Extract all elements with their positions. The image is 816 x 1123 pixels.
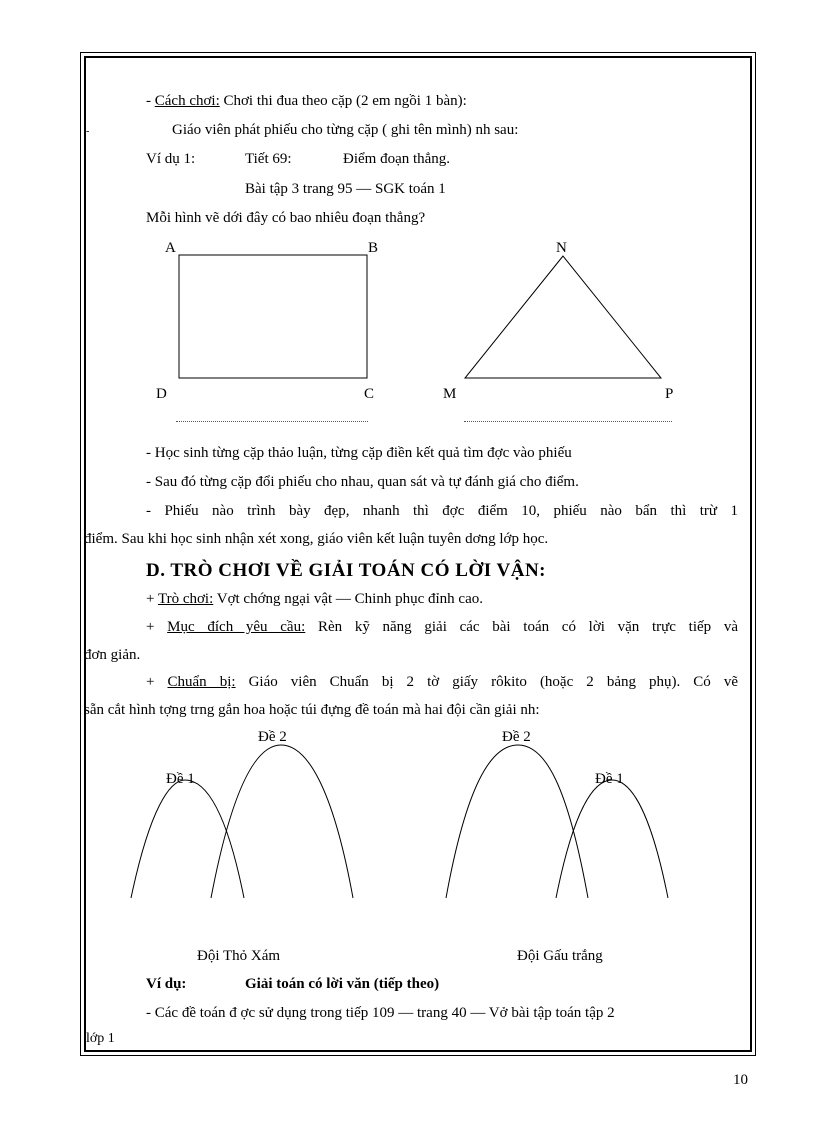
last-line-2: lớp 1 <box>86 1031 115 1046</box>
example1-lesson: Tiết 69: <box>245 151 292 167</box>
example1-label: Ví dụ 1: <box>146 151 196 167</box>
play-method-label: Cách chơi: <box>154 93 220 109</box>
play-method-line: - Cách chơi: Chơi thi đua theo cặp (2 em ngồi 1 bàn): <box>146 93 467 109</box>
arch-label-left-de1: Đề 1 <box>166 771 195 787</box>
arch-left-de1 <box>131 780 244 898</box>
last-line-1: - Các đề toán đ ợc sử dụng trong tiếp 109 — trang 40 — Vở bài tập toán tập 2 <box>146 1005 615 1021</box>
bullet-exchange: - Sau đó từng cặp đổi phiếu cho nhau, quan sát và tự đánh giá cho điểm. <box>146 474 579 490</box>
arch-left-de2 <box>211 745 353 898</box>
purpose-label: Mục đích yêu cầu: <box>167 619 306 635</box>
game-text: Vợt chớng ngại vật — Chinh phục đỉnh cao. <box>213 591 483 607</box>
team-right: Đội Gấu trắng <box>517 948 603 964</box>
purpose-line-1: + Mục đích yêu cầu: Rèn kỹ năng giải các bài toán có lời vặn trực tiếp và <box>146 619 738 635</box>
label-n: N <box>556 240 567 256</box>
arch-label-right-de1: Đề 1 <box>595 771 624 787</box>
game-line: + Trò chơi: Vợt chớng ngại vật — Chinh phục đỉnh cao. <box>146 591 483 607</box>
arch-right-de2 <box>446 745 588 898</box>
question-line: Mỗi hình vẽ dới đây có bao nhiêu đoạn thẳng? <box>146 210 426 226</box>
label-b: B <box>368 240 379 256</box>
arch-right-de1 <box>556 780 668 898</box>
page-number: 10 <box>733 1072 748 1088</box>
teacher-handout-line: Giáo viên phát phiếu cho từng cặp ( ghi tên mình) nh sau: <box>172 122 519 138</box>
game-label: Trò chơi: <box>157 591 214 607</box>
section-d-heading: D. TRÒ CHƠI VỀ GIẢI TOÁN CÓ LỜI VẬN: <box>146 560 547 581</box>
label-a: A <box>165 240 176 256</box>
label-c: C <box>364 386 375 402</box>
example1-topic: Điểm đoạn thẳng. <box>343 151 451 167</box>
label-d: D <box>156 386 167 402</box>
play-method-text: Chơi thi đua theo cặp (2 em ngồi 1 bàn): <box>219 93 467 109</box>
example2-title: Giải toán có lời văn (tiếp theo) <box>245 976 440 992</box>
purpose-text-1: Rèn kỹ năng giải các bài toán có lời vặn trực tiếp và <box>305 619 738 635</box>
prep-text-1: Giáo viên Chuẩn bị 2 tờ giấy rôkito (hoặc 2 bảng phụ). Có vẽ <box>235 674 738 690</box>
label-m: M <box>443 386 457 402</box>
bullet-scoring-1: - Phiếu nào trình bày đẹp, nhanh thì đợc điểm 10, phiếu nào bẩn thì trừ 1 <box>146 503 738 519</box>
example2-label: Ví dụ: <box>146 976 187 992</box>
purpose-line-2: đơn giản. <box>84 647 141 663</box>
label-p: P <box>665 386 674 402</box>
arch-label-right-de2: Đề 2 <box>502 729 531 745</box>
prep-label: Chuẩn bị: <box>167 674 236 690</box>
arch-label-left-de2: Đề 2 <box>258 729 287 745</box>
prep-line-2: sẵn cắt hình tợng trng gắn hoa hoặc túi đựng đề toán mà hai đội cần giải nh: <box>84 702 540 718</box>
bullet-scoring-2: điểm. Sau khi học sinh nhận xét xong, giáo viên kết luận tuyên dơng lớp học. <box>84 531 549 547</box>
example1-exercise: Bài tập 3 trang 95 — SGK toán 1 <box>245 181 446 197</box>
team-left: Đội Thỏ Xám <box>197 948 281 964</box>
margin-mark: - <box>86 126 90 137</box>
prep-line-1: + Chuẩn bị: Giáo viên Chuẩn bị 2 tờ giấy rôkito (hoặc 2 bảng phụ). Có vẽ <box>146 674 738 690</box>
bullet-discussion: - Học sinh từng cặp thảo luận, từng cặp điền kết quả tìm đợc vào phiếu <box>146 445 572 461</box>
